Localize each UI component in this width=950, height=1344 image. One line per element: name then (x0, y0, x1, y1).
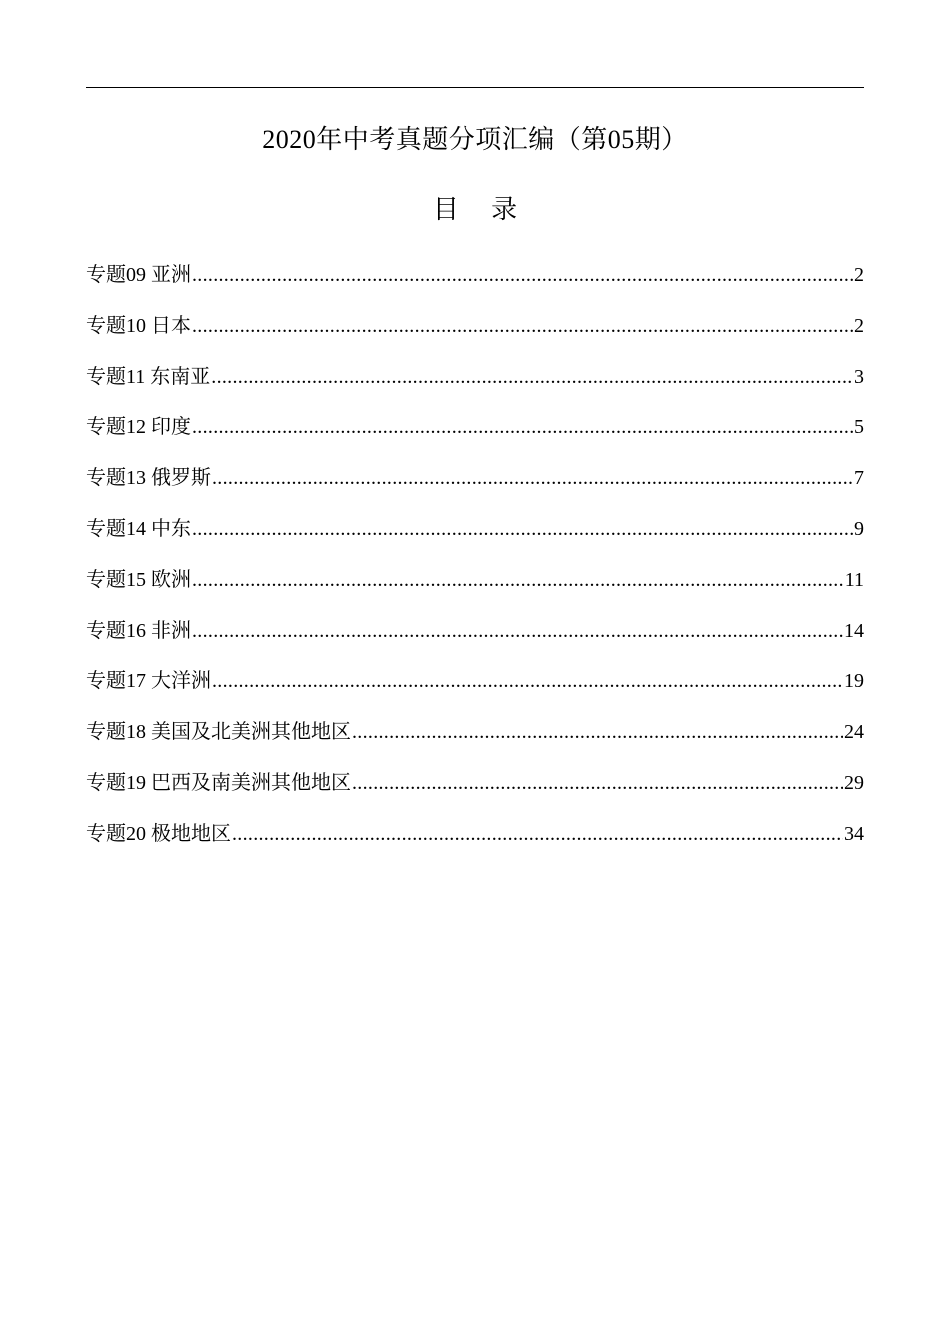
toc-dot-leader (192, 514, 853, 544)
toc-entry-label[interactable]: 专题15 欧洲 (86, 568, 191, 591)
toc-page-number[interactable]: 2 (854, 314, 864, 337)
toc-dot-leader (192, 311, 853, 341)
toc-entry-label[interactable]: 专题16 非洲 (86, 619, 191, 642)
toc-page-number[interactable]: 24 (844, 721, 864, 744)
toc-entry[interactable] (86, 362, 864, 413)
toc-dot-leader (212, 666, 843, 696)
toc-page-number[interactable]: 29 (844, 771, 864, 794)
table-of-contents (86, 260, 864, 870)
toc-page-number[interactable]: 7 (854, 467, 864, 490)
toc-entry[interactable] (86, 666, 864, 717)
toc-dot-leader (192, 260, 853, 290)
toc-entry-label[interactable]: 专题09 亚洲 (86, 264, 191, 286)
toc-dot-leader (352, 768, 843, 798)
toc-entry[interactable] (86, 819, 864, 870)
toc-entry[interactable] (86, 514, 864, 565)
toc-entry[interactable] (86, 412, 864, 463)
toc-dot-leader (352, 717, 843, 747)
toc-dot-leader (192, 412, 853, 442)
toc-entry[interactable] (86, 565, 864, 616)
toc-dot-leader (232, 819, 843, 849)
toc-page-number[interactable]: 9 (854, 517, 864, 540)
toc-entry[interactable] (86, 311, 864, 362)
toc-entry[interactable] (86, 616, 864, 667)
toc-page-number[interactable]: 14 (844, 619, 864, 642)
toc-page-number[interactable]: 3 (854, 365, 864, 388)
header-rule (86, 87, 864, 88)
toc-entry[interactable] (86, 768, 864, 819)
toc-entry-label[interactable]: 专题17 大洋洲 (86, 670, 211, 693)
toc-dot-leader (212, 463, 853, 493)
toc-page-number[interactable]: 34 (844, 822, 864, 845)
toc-entry-label[interactable]: 专题13 俄罗斯 (86, 467, 211, 490)
toc-entry-label[interactable]: 专题18 美国及北美洲其他地区 (86, 721, 351, 744)
toc-dot-leader (211, 362, 853, 392)
toc-page-number[interactable]: 2 (854, 264, 864, 286)
toc-entry-label[interactable]: 专题10 日本 (86, 314, 191, 337)
toc-page-number[interactable]: 5 (854, 416, 864, 439)
toc-page-number[interactable]: 19 (844, 670, 864, 693)
toc-entry-label[interactable]: 专题14 中东 (86, 517, 191, 540)
toc-entry[interactable] (86, 260, 864, 311)
toc-heading: 目 录 (432, 195, 530, 225)
toc-entry-label[interactable]: 专题11 东南亚 (86, 365, 211, 388)
toc-page-number[interactable]: 11 (844, 568, 864, 591)
document-title: 2020年中考真题分项汇编（第05期） (262, 125, 688, 154)
toc-dot-leader (192, 616, 843, 646)
toc-entry-label[interactable]: 专题19 巴西及南美洲其他地区 (86, 771, 351, 794)
toc-entry-label[interactable]: 专题20 极地地区 (86, 822, 231, 845)
toc-entry-label[interactable]: 专题12 印度 (86, 416, 191, 439)
toc-dot-leader (192, 565, 844, 595)
toc-entry[interactable] (86, 717, 864, 768)
toc-entry[interactable] (86, 463, 864, 514)
